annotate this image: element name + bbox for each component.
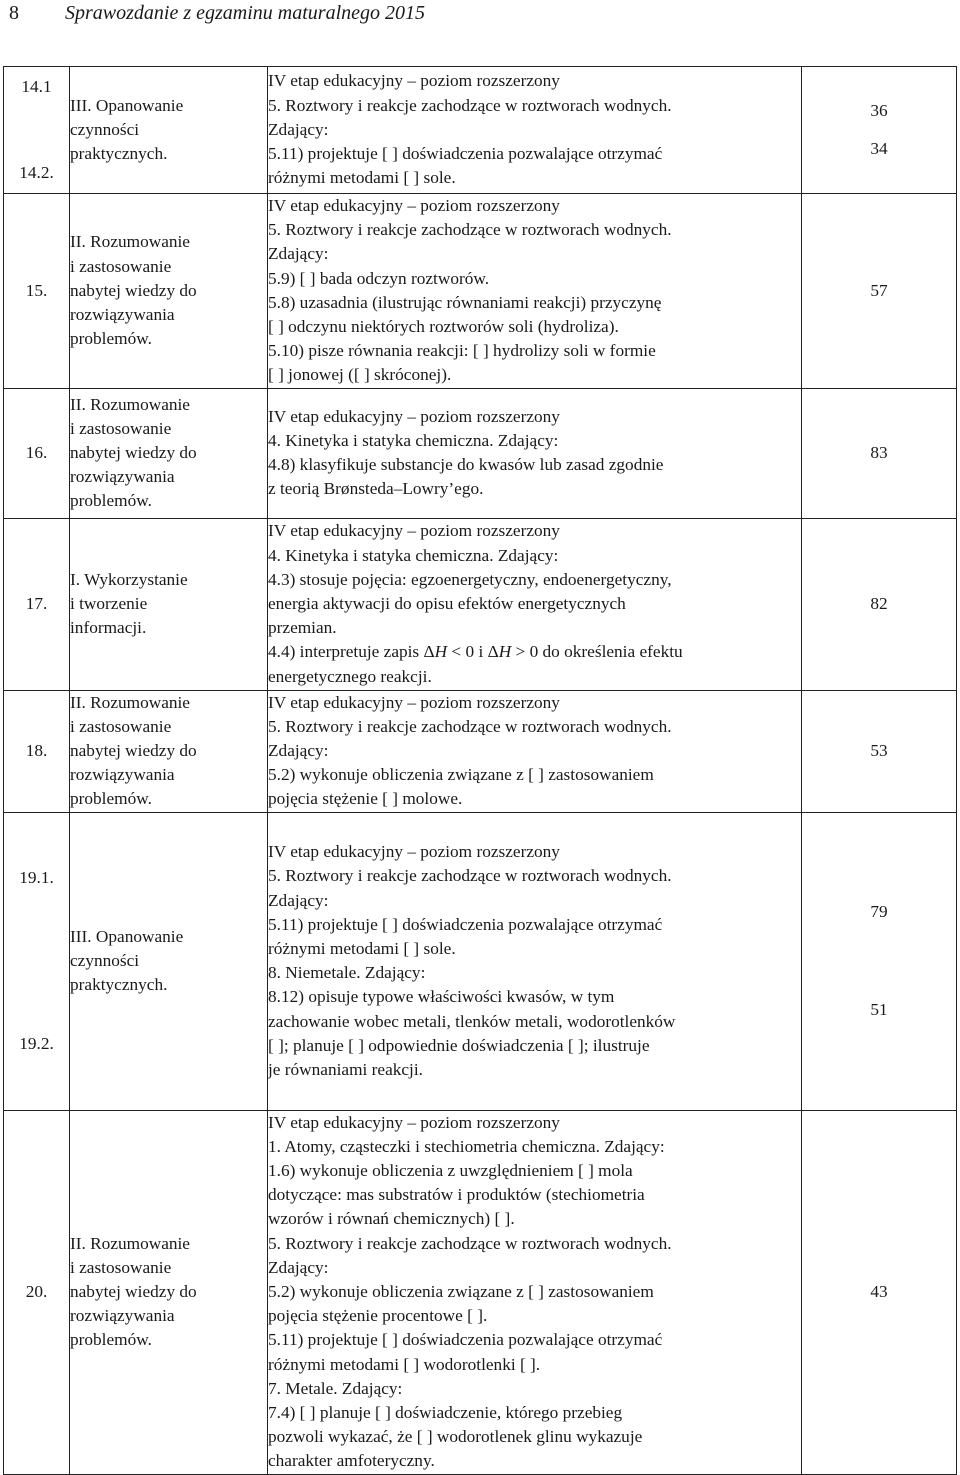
table-row <box>4 67 957 194</box>
requirement-area-line: rozwiązywania <box>70 304 175 324</box>
task-number-cell <box>4 812 70 1110</box>
solvability-percent-cell <box>802 518 957 690</box>
solvability-percent-cell <box>802 812 957 1110</box>
task-number: 14.2. <box>19 162 54 182</box>
requirement-area-cell <box>70 812 268 1110</box>
detailed-requirement-cell <box>268 690 802 812</box>
requirement-area-line: II. Rozumowanie <box>70 692 190 712</box>
requirement-line: różnymi metodami [ ] wodorotlenki [ ]. <box>268 1354 541 1374</box>
requirement-line: Zdający: <box>268 1257 329 1277</box>
requirement-area-cell <box>70 1110 268 1474</box>
requirement-line: IV etap edukacyjny – poziom rozszerzony <box>268 196 560 215</box>
requirement-area-line: rozwiązywania <box>70 1306 175 1326</box>
requirement-area-line: II. Rozumowanie <box>70 1233 190 1253</box>
requirement-line: energia aktywacji do opisu efektów energetycznych <box>268 594 626 614</box>
requirement-line: 8.12) opisuje typowe właściwości kwasów, w tym <box>268 987 615 1007</box>
requirement-line: pojęcia stężenie procentowe [ ]. <box>268 1306 488 1326</box>
requirement-area-line: II. Rozumowanie <box>70 394 190 414</box>
task-number-group <box>4 739 69 763</box>
task-number-group <box>4 866 69 1056</box>
requirement-area-cell <box>70 690 268 812</box>
requirement-line: 5.2) wykonuje obliczenia związane z [ ] zastosowaniem <box>268 765 654 785</box>
table-row <box>4 518 957 690</box>
report-title: Sprawozdanie z egzaminu maturalnego 2015 <box>65 2 425 24</box>
requirement-area-line: problemów. <box>70 491 152 511</box>
requirement-area-line: I. Wykorzystanie <box>70 569 188 589</box>
requirement-line: Zdający: <box>268 741 329 761</box>
solvability-percent: 57 <box>870 280 888 300</box>
requirement-line: 5. Roztwory i reakcje zachodzące w roztworach wodnych. <box>268 1233 672 1253</box>
requirement-area-line: i zastosowanie <box>70 418 172 438</box>
requirement-area-cell <box>70 67 268 194</box>
requirement-line: pojęcia stężenie [ ] molowe. <box>268 789 463 809</box>
requirement-line: 5. Roztwory i reakcje zachodzące w roztworach wodnych. <box>268 95 672 115</box>
requirement-line: 4.8) klasyfikuje substancje do kwasów lub zasad zgodnie <box>268 455 664 475</box>
solvability-percent: 53 <box>870 741 888 761</box>
requirement-area-line: problemów. <box>70 1330 152 1350</box>
requirement-area-line: i zastosowanie <box>70 716 172 736</box>
enthalpy-symbol: H <box>434 642 448 662</box>
task-number: 20. <box>25 1282 48 1302</box>
task-number: 17. <box>25 594 48 614</box>
requirement-area-line: nabytej wiedzy do <box>70 741 197 761</box>
requirement-area-line: czynności <box>70 119 140 139</box>
requirement-line: [ ] odczynu niektórych roztworów soli (hydroliza). <box>268 317 619 337</box>
requirement-line: IV etap edukacyjny – poziom rozszerzony <box>268 1112 560 1132</box>
task-number: 16. <box>25 443 48 463</box>
solvability-percent-group <box>802 441 956 465</box>
requirement-line: Zdający: <box>268 890 329 910</box>
requirement-line: różnymi metodami [ ] sole. <box>268 938 456 958</box>
task-number-cell <box>4 1110 70 1474</box>
requirement-area-line: i tworzenie <box>70 594 148 614</box>
requirement-line: 4. Kinetyka i statyka chemiczna. Zdający: <box>268 430 559 450</box>
task-number-cell <box>4 67 70 194</box>
requirement-line: 8. Niemetale. Zdający: <box>268 963 426 983</box>
task-number: 14.1 <box>21 77 52 96</box>
detailed-requirement-cell <box>268 388 802 518</box>
task-number-group <box>4 279 69 303</box>
requirement-area-line: praktycznych. <box>70 144 168 164</box>
requirement-area-line: rozwiązywania <box>70 467 175 487</box>
requirement-area-line: praktycznych. <box>70 975 168 995</box>
requirement-area-cell <box>70 194 268 389</box>
requirement-line: 4.4) interpretuje zapis ΔH < 0 i ΔH > 0 do określenia efektu <box>268 642 683 662</box>
detailed-requirement-cell <box>268 67 802 194</box>
requirement-area-line: i zastosowanie <box>70 256 172 276</box>
requirement-area-line: II. Rozumowanie <box>70 232 190 252</box>
requirement-line: dotyczące: mas substratów i produktów (stechiometria <box>268 1185 645 1205</box>
requirement-line: 5. Roztwory i reakcje zachodzące w roztworach wodnych. <box>268 220 672 240</box>
requirement-line: 4. Kinetyka i statyka chemiczna. Zdający: <box>268 545 559 565</box>
task-number-group <box>4 592 69 616</box>
requirement-line: 5. Roztwory i reakcje zachodzące w roztworach wodnych. <box>268 716 672 736</box>
requirement-line: Zdający: <box>268 119 329 139</box>
detailed-requirement-cell <box>268 518 802 690</box>
requirement-area-line: rozwiązywania <box>70 765 175 785</box>
requirement-line: 5.11) projektuje [ ] doświadczenia pozwalające otrzymać <box>268 1330 663 1350</box>
requirement-line: 5.2) wykonuje obliczenia związane z [ ] zastosowaniem <box>268 1282 654 1302</box>
solvability-percent: 34 <box>870 138 888 158</box>
task-number-cell <box>4 194 70 389</box>
task-number: 19.2. <box>19 1033 54 1053</box>
requirement-area-line: informacji. <box>70 618 147 638</box>
requirement-area-line: nabytej wiedzy do <box>70 280 197 300</box>
task-number: 18. <box>25 741 48 761</box>
solvability-percent: 36 <box>870 101 888 120</box>
requirement-line: IV etap edukacyjny – poziom rozszerzony <box>268 842 560 862</box>
solvability-percent: 51 <box>870 999 888 1019</box>
requirement-line: 5. Roztwory i reakcje zachodzące w roztworach wodnych. <box>268 866 672 886</box>
table-row <box>4 1110 957 1474</box>
requirement-area-line: III. Opanowanie <box>70 926 184 946</box>
requirement-area-line: i zastosowanie <box>70 1257 172 1277</box>
requirement-line: przemian. <box>268 618 337 638</box>
requirement-line: 5.9) [ ] bada odczyn roztworów. <box>268 268 490 288</box>
solvability-percent: 83 <box>870 443 888 463</box>
table-body <box>4 67 957 1475</box>
requirement-line: 5.11) projektuje [ ] doświadczenia pozwalające otrzymać <box>268 144 663 164</box>
requirement-line: charakter amfoteryczny. <box>268 1451 435 1471</box>
enthalpy-symbol: H <box>498 642 512 662</box>
requirement-line: wzorów i równań chemicznych) [ ]. <box>268 1209 515 1229</box>
requirement-line: IV etap edukacyjny – poziom rozszerzony <box>268 692 560 712</box>
solvability-percent-group <box>802 900 956 1022</box>
requirement-line: IV etap edukacyjny – poziom rozszerzony <box>268 521 560 541</box>
solvability-percent: 82 <box>870 594 888 614</box>
solvability-percent: 79 <box>870 902 888 922</box>
requirement-line: [ ]; planuje [ ] odpowiednie doświadczenia [ ]; ilustruje <box>268 1035 650 1055</box>
detailed-requirement-cell <box>268 812 802 1110</box>
solvability-percent-group <box>802 99 956 161</box>
requirement-line: 1. Atomy, cząsteczki i stechiometria chemiczna. Zdający: <box>268 1136 665 1156</box>
detailed-requirement-cell <box>268 194 802 389</box>
task-number-group <box>4 441 69 465</box>
task-number: 19.1. <box>19 868 54 888</box>
requirement-line: 5.11) projektuje [ ] doświadczenia pozwalające otrzymać <box>268 914 663 934</box>
requirement-area-line: III. Opanowanie <box>70 95 184 115</box>
requirement-area-cell <box>70 518 268 690</box>
requirement-line: zachowanie wobec metali, tlenków metali, wodorotlenków <box>268 1011 676 1031</box>
solvability-percent: 43 <box>870 1282 888 1302</box>
task-number: 15. <box>25 280 48 300</box>
requirement-line: 5.8) uzasadnia (ilustrując równaniami reakcji) przyczynę <box>268 292 662 312</box>
requirement-line: 4.3) stosuje pojęcia: egzoenergetyczny, endoenergetyczny, <box>268 569 672 589</box>
solvability-percent-group <box>802 1280 956 1304</box>
detailed-requirement-cell <box>268 1110 802 1474</box>
requirement-line: Zdający: <box>268 244 329 264</box>
requirement-line: z teorią Brønsteda–Lowry’ego. <box>268 479 484 499</box>
solvability-percent-cell <box>802 1110 957 1474</box>
solvability-percent-group <box>802 279 956 303</box>
requirement-line: IV etap edukacyjny – poziom rozszerzony <box>268 406 560 426</box>
task-number-cell <box>4 518 70 690</box>
solvability-percent-group <box>802 739 956 763</box>
requirement-area-line: nabytej wiedzy do <box>70 1282 197 1302</box>
table-row <box>4 194 957 389</box>
page-number: 8 <box>9 2 19 24</box>
task-number-cell <box>4 690 70 812</box>
requirement-line: 7. Metale. Zdający: <box>268 1378 403 1398</box>
solvability-percent-cell <box>802 67 957 194</box>
requirement-area-cell <box>70 388 268 518</box>
solvability-percent-group <box>802 592 956 616</box>
requirement-line: je równaniami reakcji. <box>268 1059 423 1079</box>
task-number-cell <box>4 388 70 518</box>
task-number-group <box>4 1280 69 1304</box>
table-row <box>4 690 957 812</box>
requirement-line: różnymi metodami [ ] sole. <box>268 168 456 188</box>
table-row <box>4 812 957 1110</box>
requirement-line: energetycznego reakcji. <box>268 666 432 686</box>
requirement-area-line: problemów. <box>70 329 152 349</box>
requirement-area-line: nabytej wiedzy do <box>70 443 197 463</box>
solvability-percent-cell <box>802 388 957 518</box>
requirement-area-line: problemów. <box>70 789 152 809</box>
requirement-area-line: czynności <box>70 951 140 971</box>
task-number-group <box>4 75 69 185</box>
exam-results-table <box>3 66 957 1475</box>
requirement-line: 7.4) [ ] planuje [ ] doświadczenie, którego przebieg <box>268 1403 623 1423</box>
solvability-percent-cell <box>802 690 957 812</box>
page-header <box>9 0 949 30</box>
requirement-line: IV etap edukacyjny – poziom rozszerzony <box>268 71 560 91</box>
requirement-line: 5.10) pisze równania reakcji: [ ] hydrolizy soli w formie <box>268 341 656 361</box>
table-row <box>4 388 957 518</box>
requirement-line: 1.6) wykonuje obliczenia z uwzględnieniem [ ] mola <box>268 1161 633 1181</box>
requirement-line: pozwoli wykazać, że [ ] wodorotlenek glinu wykazuje <box>268 1427 643 1447</box>
requirement-line: [ ] jonowej ([ ] skróconej). <box>268 365 452 385</box>
solvability-percent-cell <box>802 194 957 389</box>
